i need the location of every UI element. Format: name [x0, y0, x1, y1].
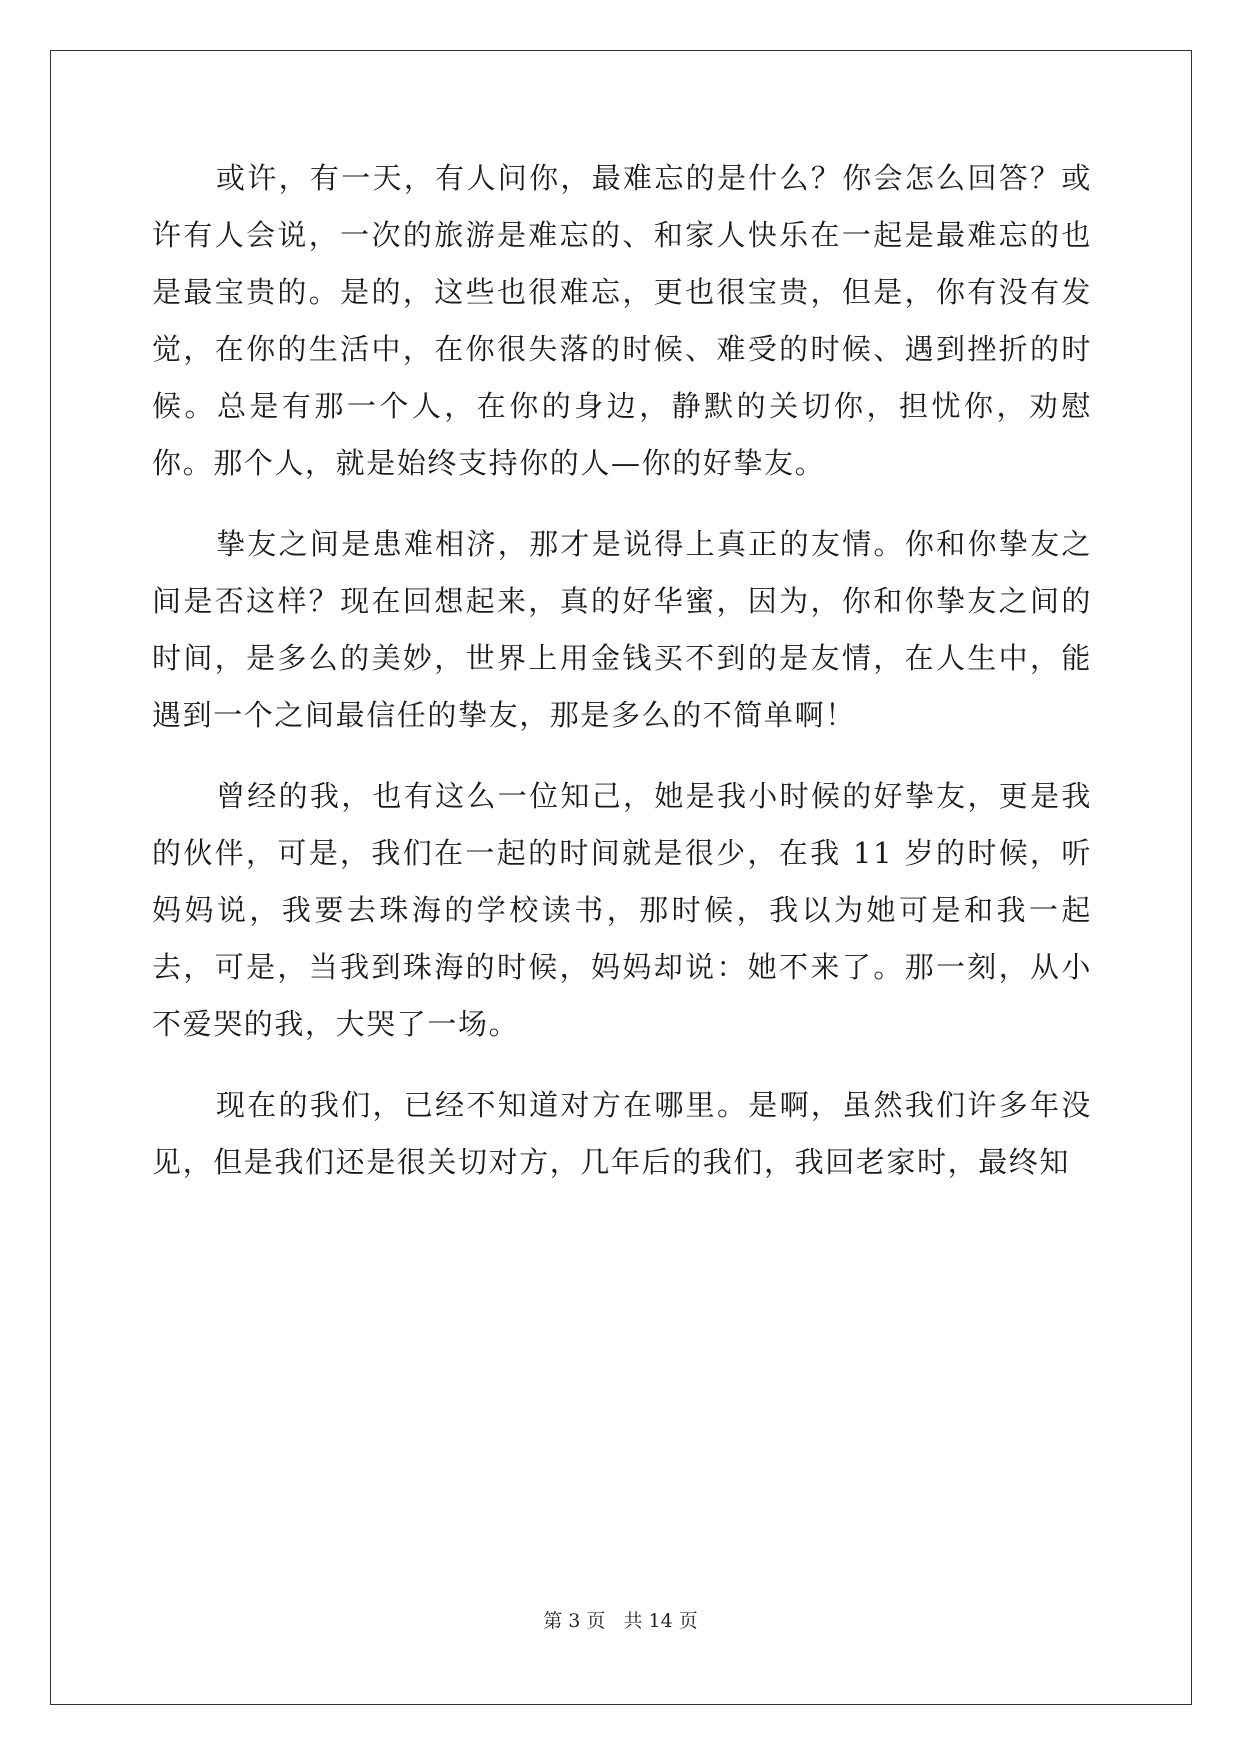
paragraph-1: 或许，有一天，有人问你，最难忘的是什么？你会怎么回答？或许有人会说，一次的旅游是难忘的、和家人快乐在一起是最难忘的也是最宝贵的。是的，这些也很难忘，更也很宝贵，但是，你有没有发觉，在你的生活中，在你很失落的时候、难受的时候、遇到挫折的时候。总是有那一个人，在你的身边，静默的关切你，担忧你，劝慰你。那个人，就是始终支持你的人—你的好挚友。	[152, 161, 1092, 480]
paragraph-3: 曾经的我，也有这么一位知己，她是我小时候的好挚友，更是我的伙伴，可是，我们在一起的时间就是很少，在我 11 岁的时候，听妈妈说，我要去珠海的学校读书，那时候，我以为她可是和我一起去，可是，当我到珠海的时候，妈妈却说：她不来了。那一刻，从小不爱哭的我，大哭了一场。	[152, 779, 1092, 1041]
document-body	[152, 150, 1092, 1215]
page-number-footer: 第 3 页 共 14 页	[543, 1610, 698, 1632]
paragraph-4: 现在的我们，已经不知道对方在哪里。是啊，虽然我们许多年没见，但是我们还是很关切对方，几年后的我们，我回老家时，最终知	[152, 1088, 1092, 1179]
paragraph-2: 挚友之间是患难相济，那才是说得上真正的友情。你和你挚友之间是否这样？现在回想起来，真的好华蜜，因为，你和你挚友之间的时间，是多么的美妙，世界上用金钱买不到的是友情，在人生中，能遇到一个之间最信任的挚友，那是多么的不简单啊！	[152, 527, 1092, 732]
